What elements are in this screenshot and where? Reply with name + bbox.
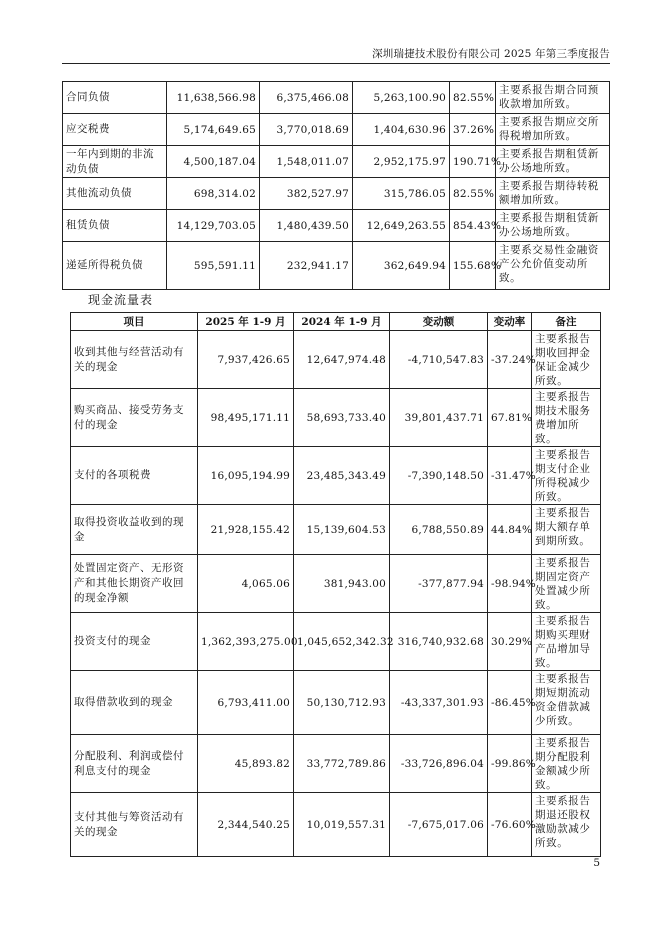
row-value-previous: 12,647,974.48 — [294, 331, 390, 389]
header-rule — [62, 63, 610, 64]
row-note: 主要系报告期购买理财产品增加导致。 — [532, 613, 601, 671]
column-header-change: 变动额 — [390, 313, 488, 331]
row-note: 主要系报告期退还股权激励款减少所致。 — [532, 793, 601, 857]
row-value-current: 5,174,649.65 — [167, 114, 260, 146]
row-value-current: 21,928,155.42 — [198, 505, 294, 555]
row-value-previous: 15,139,604.53 — [294, 505, 390, 555]
cashflow-table — [70, 312, 601, 857]
column-header-rate: 变动率 — [488, 313, 532, 331]
row-rate: 30.29% — [488, 613, 532, 671]
row-value-current: 98,495,171.11 — [198, 389, 294, 447]
row-value-change: -43,337,301.93 — [390, 671, 488, 735]
row-value-change: 12,649,263.55 — [353, 210, 450, 242]
row-note: 主要系报告期分配股利金额减少所致。 — [532, 735, 601, 793]
column-header-current: 2025 年 1-9 月 — [198, 313, 294, 331]
row-name: 一年内到期的非流动负债 — [63, 146, 167, 178]
row-value-change: -33,726,896.04 — [390, 735, 488, 793]
liabilities-table — [62, 81, 610, 290]
table-row — [71, 331, 601, 389]
row-note: 主要系报告期收回押金保证金减少所致。 — [532, 331, 601, 389]
row-note: 主要系报告期租赁新办公场地所致。 — [496, 210, 610, 242]
row-rate: 155.68% — [450, 242, 496, 290]
row-rate: 82.55% — [450, 82, 496, 114]
row-value-previous: 6,375,466.08 — [260, 82, 353, 114]
row-note: 主要系报告期支付企业所得税减少所致。 — [532, 447, 601, 505]
row-value-current: 2,344,540.25 — [198, 793, 294, 857]
row-value-change: 315,786.05 — [353, 178, 450, 210]
row-value-previous: 1,045,652,342.32 — [294, 613, 390, 671]
row-note: 主要系报告期技术服务费增加所致。 — [532, 389, 601, 447]
row-name: 支付其他与筹资活动有关的现金 — [71, 793, 198, 857]
row-note: 主要系报告期合同预收款增加所致。 — [496, 82, 610, 114]
row-rate: -37.24% — [488, 331, 532, 389]
row-value-change: 362,649.94 — [353, 242, 450, 290]
row-rate: 67.81% — [488, 389, 532, 447]
row-rate: 44.84% — [488, 505, 532, 555]
column-header-note: 备注 — [532, 313, 601, 331]
row-rate: -31.47% — [488, 447, 532, 505]
row-value-previous: 33,772,789.86 — [294, 735, 390, 793]
row-value-current: 4,500,187.04 — [167, 146, 260, 178]
row-value-change: 2,952,175.97 — [353, 146, 450, 178]
row-rate: -98.94% — [488, 555, 532, 613]
row-value-current: 698,314.02 — [167, 178, 260, 210]
row-name: 投资支付的现金 — [71, 613, 198, 671]
table-row — [63, 82, 610, 114]
row-name: 处置固定资产、无形资产和其他长期资产收回的现金净额 — [71, 555, 198, 613]
table-row — [71, 735, 601, 793]
row-value-previous: 50,130,712.93 — [294, 671, 390, 735]
row-note: 主要系交易性金融资产公允价值变动所致。 — [496, 242, 610, 290]
row-value-change: 39,801,437.71 — [390, 389, 488, 447]
row-value-change: 5,263,100.90 — [353, 82, 450, 114]
row-note: 主要系报告期租赁新办公场地所致。 — [496, 146, 610, 178]
row-value-change: -7,675,017.06 — [390, 793, 488, 857]
row-name: 收到其他与经营活动有关的现金 — [71, 331, 198, 389]
table-row — [71, 555, 601, 613]
row-value-change: -4,710,547.83 — [390, 331, 488, 389]
row-note: 主要系报告期待转税额增加所致。 — [496, 178, 610, 210]
row-value-current: 6,793,411.00 — [198, 671, 294, 735]
row-name: 应交税费 — [63, 114, 167, 146]
column-header-item: 项目 — [71, 313, 198, 331]
table-row — [71, 793, 601, 857]
row-rate: 854.43% — [450, 210, 496, 242]
row-value-change: 1,404,630.96 — [353, 114, 450, 146]
row-note: 主要系报告期大额存单到期所致。 — [532, 505, 601, 555]
row-rate: -86.45% — [488, 671, 532, 735]
section-title: 现金流量表 — [88, 293, 154, 307]
column-header-previous: 2024 年 1-9 月 — [294, 313, 390, 331]
row-value-previous: 381,943.00 — [294, 555, 390, 613]
row-value-change: 6,788,550.89 — [390, 505, 488, 555]
report-header: 深圳瑞捷技术股份有限公司 2025 年第三季度报告 — [372, 48, 610, 60]
table-row — [71, 447, 601, 505]
row-note: 主要系报告期短期流动资金借款减少所致。 — [532, 671, 601, 735]
row-value-change: 316,740,932.68 — [390, 613, 488, 671]
table-row — [71, 505, 601, 555]
row-rate: -76.60% — [488, 793, 532, 857]
table-row — [71, 613, 601, 671]
row-name: 租赁负债 — [63, 210, 167, 242]
row-value-current: 7,937,426.65 — [198, 331, 294, 389]
row-name: 取得借款收到的现金 — [71, 671, 198, 735]
row-value-current: 595,591.11 — [167, 242, 260, 290]
row-value-previous: 58,693,733.40 — [294, 389, 390, 447]
table-row — [71, 389, 601, 447]
row-value-change: -377,877.94 — [390, 555, 488, 613]
row-value-previous: 10,019,557.31 — [294, 793, 390, 857]
table-row — [63, 146, 610, 178]
row-value-previous: 3,770,018.69 — [260, 114, 353, 146]
row-value-current: 11,638,566.98 — [167, 82, 260, 114]
row-value-previous: 1,548,011.07 — [260, 146, 353, 178]
row-rate: 37.26% — [450, 114, 496, 146]
row-value-previous: 23,485,343.49 — [294, 447, 390, 505]
row-name: 取得投资收益收到的现金 — [71, 505, 198, 555]
table-row — [63, 114, 610, 146]
row-value-change: -7,390,148.50 — [390, 447, 488, 505]
row-value-previous: 232,941.17 — [260, 242, 353, 290]
row-name: 合同负债 — [63, 82, 167, 114]
table-row — [71, 671, 601, 735]
row-name: 分配股利、利润或偿付利息支付的现金 — [71, 735, 198, 793]
row-rate: 82.55% — [450, 178, 496, 210]
table-row — [63, 178, 610, 210]
row-value-current: 16,095,194.99 — [198, 447, 294, 505]
row-name: 购买商品、接受劳务支付的现金 — [71, 389, 198, 447]
table-row — [63, 210, 610, 242]
row-note: 主要系报告期固定资产处置减少所致。 — [532, 555, 601, 613]
row-value-current: 14,129,703.05 — [167, 210, 260, 242]
row-value-previous: 1,480,439.50 — [260, 210, 353, 242]
row-name: 支付的各项税费 — [71, 447, 198, 505]
page-number: 5 — [593, 857, 600, 869]
row-note: 主要系报告期应交所得税增加所致。 — [496, 114, 610, 146]
row-name: 递延所得税负债 — [63, 242, 167, 290]
table-row — [63, 242, 610, 290]
row-rate: -99.86% — [488, 735, 532, 793]
row-value-previous: 382,527.97 — [260, 178, 353, 210]
table-header-row — [71, 313, 601, 331]
row-value-current: 4,065.06 — [198, 555, 294, 613]
row-name: 其他流动负债 — [63, 178, 167, 210]
row-value-current: 45,893.82 — [198, 735, 294, 793]
row-rate: 190.71% — [450, 146, 496, 178]
row-value-current: 1,362,393,275.00 — [198, 613, 294, 671]
